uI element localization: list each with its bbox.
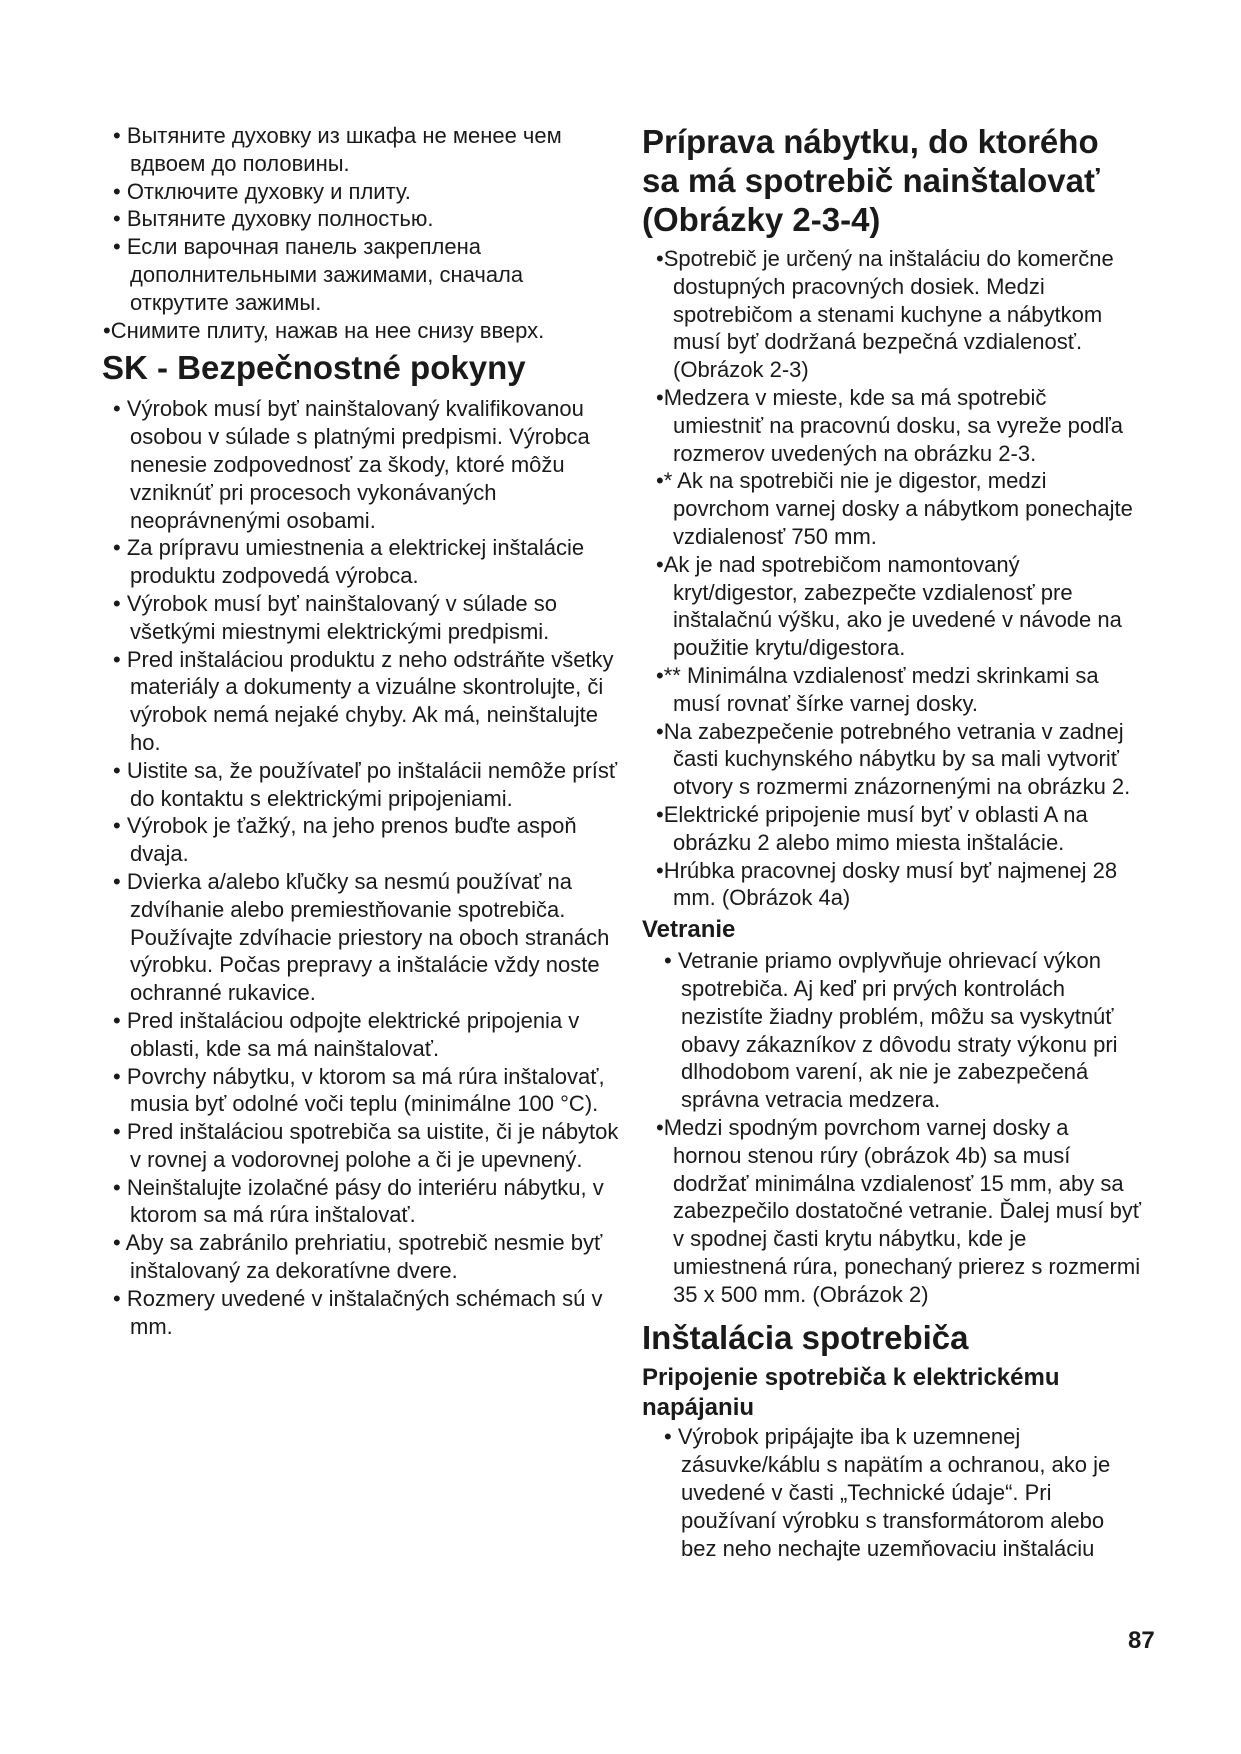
list-item: •Medzera v mieste, kde sa má spotrebič umiestniť na pracovnú dosku, sa vyreže podľa rozmerov uvedených na obrázku 2-3. (656, 384, 1124, 466)
list-item: • Výrobok pripájajte iba k uzemnenej zásuvke/káblu s napätím a ochranou, ako je uvedené v časti „Technické údaje“. Pri používaní výrobku s transformátorom alebo bez neho nechajte uzemňovaciu inštaláciu (664, 1424, 1111, 1561)
list-item: • Pred inštaláciou spotrebiča sa uistite, či je nábytok v rovnej a vodorovnej polohe a či je upevnený. (113, 1119, 619, 1172)
list-item: • Vetranie priamo ovplyvňuje ohrievací výkon spotrebiča. Aj keď pri prvých kontrolách nezistíte žiadny problém, môžu sa vyskytnúť obavy zákazníkov z dôvodu straty výkonu pri dlhodobom varení, ak nie je zabezpečená správna vetracia medzera. (664, 948, 1118, 1113)
list-item: • Aby sa zabránilo prehriatiu, spotrebič nesmie byť inštalovaný za dekoratívne dvere. (113, 1230, 603, 1284)
power-connection-heading: Pripojenie spotrebiča k elektrickému napájaniu (642, 1364, 1060, 1422)
page-number: 87 (1128, 1627, 1155, 1654)
ventilation-list (642, 947, 1142, 1308)
list-item: • Вытяните духовку из шкафа не менее чем вдвоем до половины. (113, 123, 562, 176)
list-item: •** Minimálna vzdialenosť medzi skrinkami sa musí rovnať šírke varnej dosky. (656, 662, 1099, 716)
installation-heading: Inštalácia spotrebiča (642, 1319, 969, 1357)
list-item: • Povrchy nábytku, v ktorom sa má rúra inštalovať, musia byť odolné voči teplu (minimálne 100 °C). (113, 1063, 605, 1117)
list-item: • Výrobok musí byť nainštalovaný kvalifikovanou osobou v súlade s platnými predpismi. Výrobca nenesie zodpovednosť za škody, ktoré môžu vzniknúť pri procesoch vykonávaných neoprávnenými osobami. (113, 396, 590, 533)
safety-list (113, 395, 623, 1340)
left-column (102, 122, 623, 1340)
list-item: • Rozmery uvedené v inštalačných schémach sú v mm. (113, 1285, 603, 1339)
list-item: • Neinštalujte izolačné pásy do interiéru nábytku, v ktorom sa má rúra inštalovať. (113, 1174, 604, 1228)
power-connection-list (642, 1423, 1142, 1562)
list-item: •Spotrebič je určený na inštaláciu do komerčne dostupných pracovných dosiek. Medzi spotrebičom a stenami kuchyne a nábytkom musí byť dodržaná bezpečná vzdialenosť. (Obrázok 2-3) (656, 246, 1114, 383)
list-item: • Pred inštaláciou odpojte elektrické pripojenia v oblasti, kde sa má nainštalovať. (113, 1007, 580, 1061)
list-item: • Výrobok musí byť nainštalovaný v súlade so všetkými miestnymi elektrickými predpismi. (113, 590, 557, 644)
list-item: • Výrobok je ťažký, na jeho prenos buďte aspoň dvaja. (113, 813, 577, 867)
furniture-prep-list (642, 245, 1142, 912)
ventilation-heading: Vetranie (642, 916, 736, 944)
list-item: •Elektrické pripojenie musí byť v oblasti A na obrázku 2 alebo mimo miesta inštalácie. (656, 801, 1088, 855)
list-item: • Если варочная панель закреплена дополнительными зажимами, сначала открутите зажимы. (113, 234, 524, 315)
list-item: • Pred inštaláciou produktu z neho odstráňte všetky materiály a dokumenty a vizuálne skontrolujte, či výrobok nemá nejaké chyby. Ak má, neinštalujte ho. (113, 646, 614, 755)
list-item: • Za prípravu umiestnenia a elektrickej inštalácie produktu zodpovedá výrobca. (113, 535, 585, 589)
list-item: • Uistite sa, že používateľ po inštalácii nemôže prísť do kontaktu s elektrickými pripojeniami. (113, 757, 618, 811)
removal-steps-list (103, 122, 623, 344)
safety-heading: SK - Bezpečnostné pokyny (102, 349, 526, 387)
list-item: • Вытяните духовку полностью. (113, 206, 434, 232)
list-item: • Отключите духовку и плиту. (113, 178, 411, 204)
right-column (642, 122, 1142, 1562)
furniture-prep-heading: Príprava nábytku, do ktorého sa má spotrebič nainštalovať (Obrázky 2-3-4) (642, 123, 1100, 238)
list-item: •Na zabezpečenie potrebného vetrania v zadnej časti kuchynského nábytku by sa mali vytvoriť otvory s rozmermi znázornenými na obrázku 2. (656, 718, 1131, 800)
list-item: •Снимите плиту, нажав на нее снизу вверх. (103, 317, 545, 343)
list-item: •Medzi spodným povrchom varnej dosky a hornou stenou rúry (obrázok 4b) sa musí dodržať minimálna vzdialenosť 15 mm, aby sa zabezpečilo dostatočné vetranie. Ďalej musí byť v spodnej časti krytu nábytku, kde je umiestnená rúra, ponechaný prierez s rozmermi 35 x 500 mm. (Obrázok 2) (656, 1114, 1142, 1307)
list-item: • Dvierka a/alebo kľučky sa nesmú používať na zdvíhanie alebo premiestňovanie spotrebiča. Používajte zdvíhacie priestory na oboch stranách výrobku. Počas prepravy a inštalácie vždy noste ochranné rukavice. (113, 868, 610, 1006)
list-item: •Hrúbka pracovnej dosky musí byť najmenej 28 mm. (Obrázok 4a) (656, 857, 1118, 911)
list-item: •Ak je nad spotrebičom namontovaný kryt/digestor, zabezpečte vzdialenosť pre inštalačnú výšku, ako je uvedené v návode na použitie krytu/digestora. (656, 551, 1122, 661)
list-item: •* Ak na spotrebiči nie je digestor, medzi povrchom varnej dosky a nábytkom ponechajte vzdialenosť 750 mm. (656, 468, 1133, 549)
